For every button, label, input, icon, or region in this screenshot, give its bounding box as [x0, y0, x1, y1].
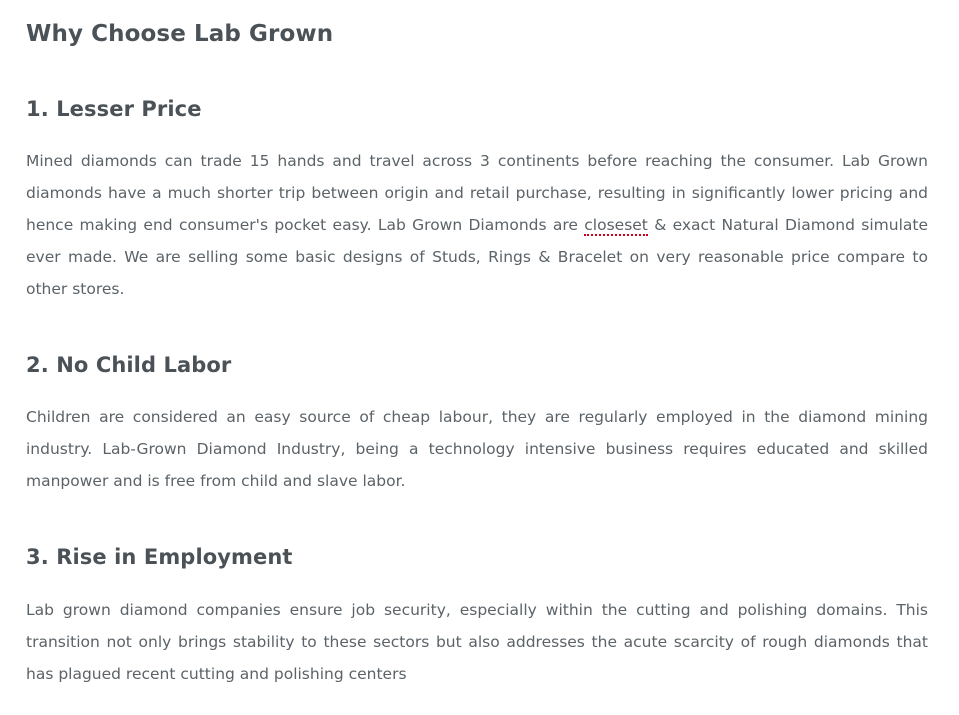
section-heading-no-child-labor: 2. No Child Labor	[26, 353, 232, 378]
body-text-part-2: & exact Natural Diamond simulate ever made. We are selling some basic designs of Studs, Rings & Bracelet on very reasonable price compare to other stores.	[26, 216, 928, 299]
body-text-part-1: Mined diamonds can trade 15 hands and travel across 3 continents before reaching the consumer. Lab Grown diamonds have a much shorter trip between origin and retail purchase, resulting in significantly lower pricing and hence making end consumer's pocket easy. Lab Grown Diamonds are	[26, 152, 928, 235]
section-heading-rise-in-employment: 3. Rise in Employment	[26, 545, 293, 570]
section-body-rise-in-employment: Lab grown diamond companies ensure job security, especially within the cutting and polishing domains. This transition not only brings stability to these sectors but also addresses the acute scarcity of rough diamonds that has plagued recent cutting and polishing centers	[26, 600, 928, 683]
section-body-lesser-price	[26, 145, 928, 305]
section-lesser-price	[26, 96, 929, 305]
section-heading-lesser-price: 1. Lesser Price	[26, 96, 202, 121]
section-body-no-child-labor: Children are considered an easy source of cheap labour, they are regularly employed in the diamond mining industry. Lab-Grown Diamond Industry, being a technology intensive business requires educated and skilled manpower and is free from child and slave labor.	[26, 408, 928, 491]
section-rise-in-employment	[26, 544, 929, 689]
spellcheck-error-word[interactable]: closeset	[584, 216, 648, 235]
section-no-child-labor	[26, 352, 929, 497]
page-title: Why Choose Lab Grown	[26, 21, 334, 47]
